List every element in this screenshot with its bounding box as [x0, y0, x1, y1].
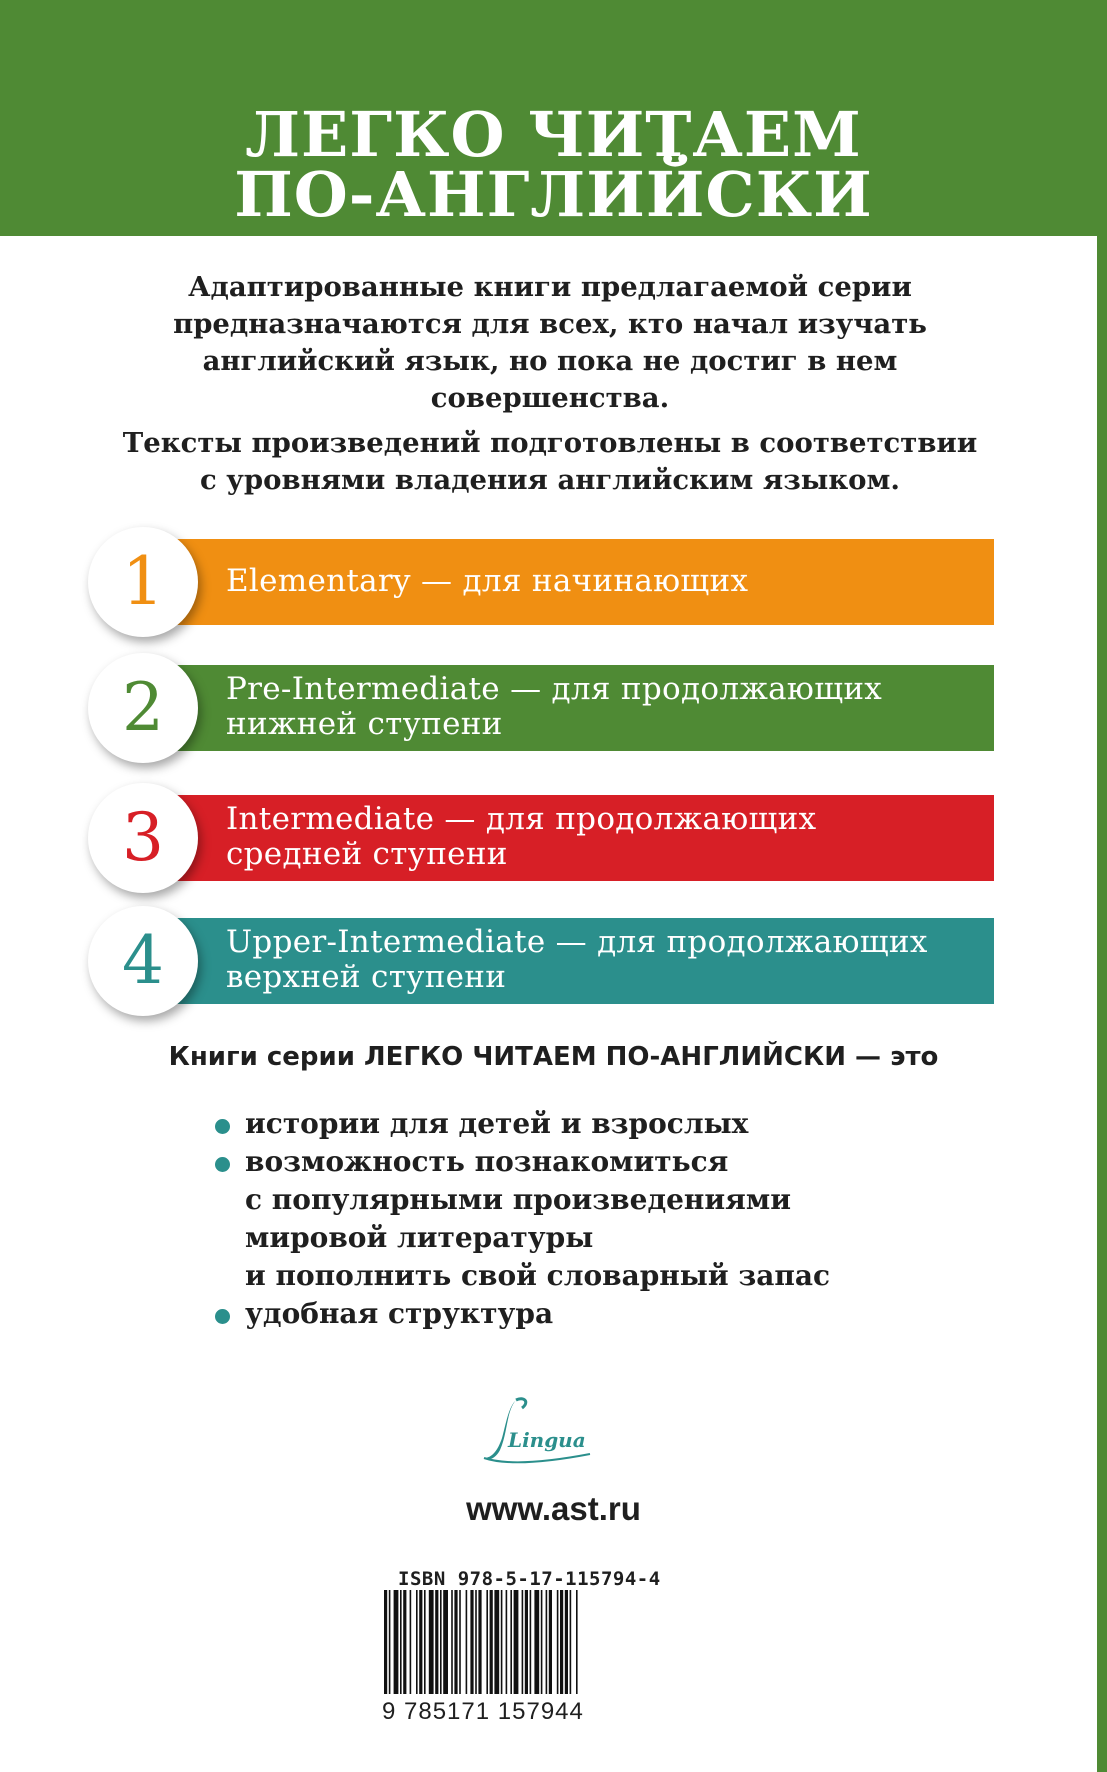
intro-line: с уровнями владения английским языком. — [199, 464, 900, 496]
level-label — [226, 802, 986, 872]
list-item — [215, 1105, 1015, 1143]
intro-paragraph-1 — [90, 269, 1010, 417]
series-description-heading: Книги серии ЛЕГКО ЧИТАЕМ ПО-АНГЛИЙСКИ — это — [168, 1042, 939, 1072]
side-stripe — [1097, 236, 1107, 1772]
list-item-line: удобная структура — [245, 1297, 554, 1330]
level-number-badge: 3 — [88, 783, 198, 893]
series-title-line-2: ПО-АНГЛИЙСКИ — [234, 158, 873, 231]
bullet-dot-icon — [215, 1157, 230, 1172]
intro-paragraph-2 — [90, 425, 1010, 499]
level-number-badge: 4 — [88, 906, 198, 1016]
intro-line: совершенства. — [430, 382, 670, 414]
publisher-logo-text: Lingua — [508, 1428, 586, 1452]
list-item — [215, 1143, 1015, 1295]
list-item-line: с популярными произведениями — [245, 1183, 791, 1216]
bullet-dot-icon — [215, 1119, 230, 1134]
feature-list — [215, 1105, 1015, 1333]
level-label-line: верхней ступени — [226, 959, 507, 995]
list-item-line: возможность познакомиться — [245, 1145, 729, 1178]
intro-line: Адаптированные книги предлагаемой серии — [188, 271, 912, 303]
level-label — [226, 564, 986, 599]
level-number-badge: 2 — [88, 653, 198, 763]
level-label-line: средней ступени — [226, 836, 508, 872]
list-item-line: и пополнить свой словарный запас — [245, 1259, 831, 1292]
barcode-number: 9 785171 157944 — [382, 1698, 584, 1725]
level-number-badge: 1 — [88, 527, 198, 637]
isbn-label: ISBN 978-5-17-115794-4 — [398, 1568, 661, 1590]
barcode-icon — [378, 1590, 692, 1700]
series-title-line-1: ЛЕГКО ЧИТАЕМ — [245, 98, 862, 171]
list-item — [215, 1295, 1015, 1333]
level-label — [226, 672, 986, 742]
level-label-line: Pre-Intermediate — для продолжающих — [226, 671, 883, 707]
list-item-line: мировой литературы — [245, 1221, 594, 1254]
level-label-line: Intermediate — для продолжающих — [226, 801, 817, 837]
level-label-line: Elementary — для начинающих — [226, 563, 749, 599]
publisher-url: www.ast.ru — [466, 1490, 641, 1527]
bullet-dot-icon — [215, 1309, 230, 1324]
intro-line: английский язык, но пока не достиг в нем — [202, 345, 898, 377]
level-label — [226, 925, 986, 995]
level-label-line: нижней ступени — [226, 706, 503, 742]
intro-line: Тексты произведений подготовлены в соответствии — [122, 427, 978, 459]
level-label-line: Upper-Intermediate — для продолжающих — [226, 924, 928, 960]
intro-line: предназначаются для всех, кто начал изучать — [173, 308, 927, 340]
list-item-line: истории для детей и взрослых — [245, 1107, 749, 1140]
